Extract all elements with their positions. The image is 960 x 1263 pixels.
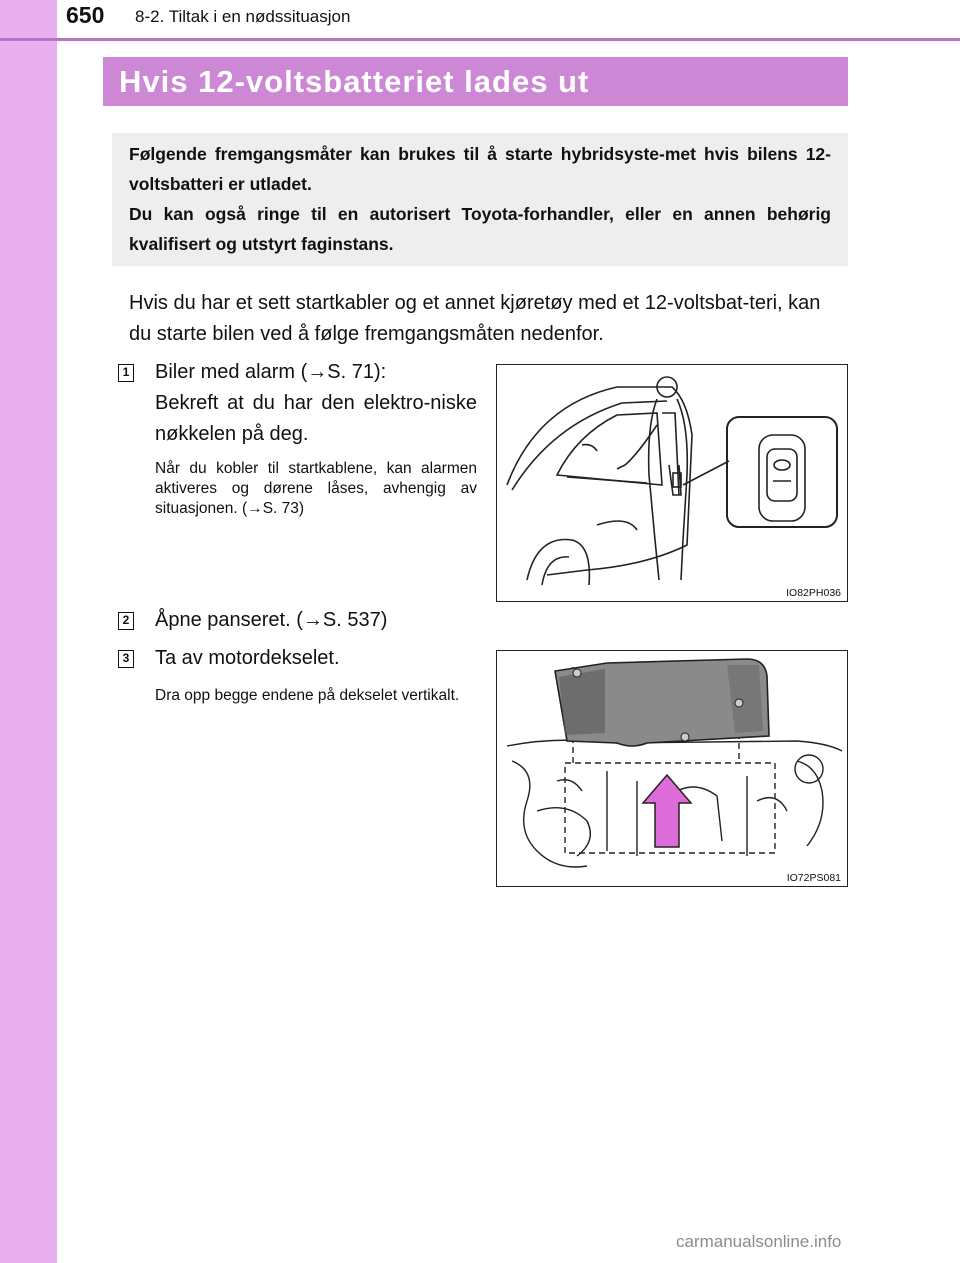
step-1-badge: 1 xyxy=(118,364,134,382)
intro-paragraph-1: Følgende fremgangsmåter kan brukes til å starte hybridsyste-met hvis bilens 12-voltsbatteri er utladet. xyxy=(129,144,831,194)
step-2-text: Åpne panseret. (→S. 537) xyxy=(155,605,477,636)
step-1-line2: Bekreft at du har den elektro-niske nøkkelen på deg. xyxy=(155,392,477,445)
side-color-strip xyxy=(0,0,57,1263)
step-3-note: Dra opp begge endene på dekselet vertikalt. xyxy=(155,687,460,704)
step-3-text: Ta av motordekselet. xyxy=(155,647,340,669)
figure-electronic-key xyxy=(496,364,848,602)
section-title-bar xyxy=(103,57,848,106)
figure-code: IO82PH036 xyxy=(786,587,841,599)
intro-paragraph-2: Du kan også ringe til en autorisert Toyota-forhandler, eller en annen behørig kvalifisert og utstyrt faginstans. xyxy=(129,204,831,254)
arrow-right-icon: → xyxy=(247,500,263,517)
intro-box xyxy=(112,133,848,266)
car-door-with-electronic-key-illustration xyxy=(497,365,848,602)
watermark: carmanualsonline.info xyxy=(676,1232,842,1251)
engine-cover-removal-illustration xyxy=(497,651,848,887)
arrow-right-icon: → xyxy=(307,361,328,383)
step-3-badge: 3 xyxy=(118,650,134,668)
arrow-right-icon: → xyxy=(302,609,323,631)
section-title: Hvis 12-voltsbatteriet lades ut xyxy=(119,64,590,99)
section-reference: 8-2. Tiltak i en nødssituasjon xyxy=(135,7,351,26)
step-1-note: Når du kobler til startkablene, kan alarmen aktiveres og dørene låses, avhengig av situasjonen. (→S. 73) xyxy=(155,460,477,517)
step-1-line1: Biler med alarm (→S. 71): xyxy=(155,361,386,383)
header-rule xyxy=(0,38,960,41)
step-2-badge: 2 xyxy=(118,612,134,630)
body-paragraph: Hvis du har et sett startkabler og et annet kjøretøy med et 12-voltsbat-teri, kan du starte bilen ved å følge fremgangsmåten nedenfor. xyxy=(129,292,821,345)
figure-code: IO72PS081 xyxy=(786,872,841,884)
figure-engine-cover xyxy=(496,650,848,887)
page-number: 650 xyxy=(66,2,105,28)
step-1-text xyxy=(155,357,477,450)
